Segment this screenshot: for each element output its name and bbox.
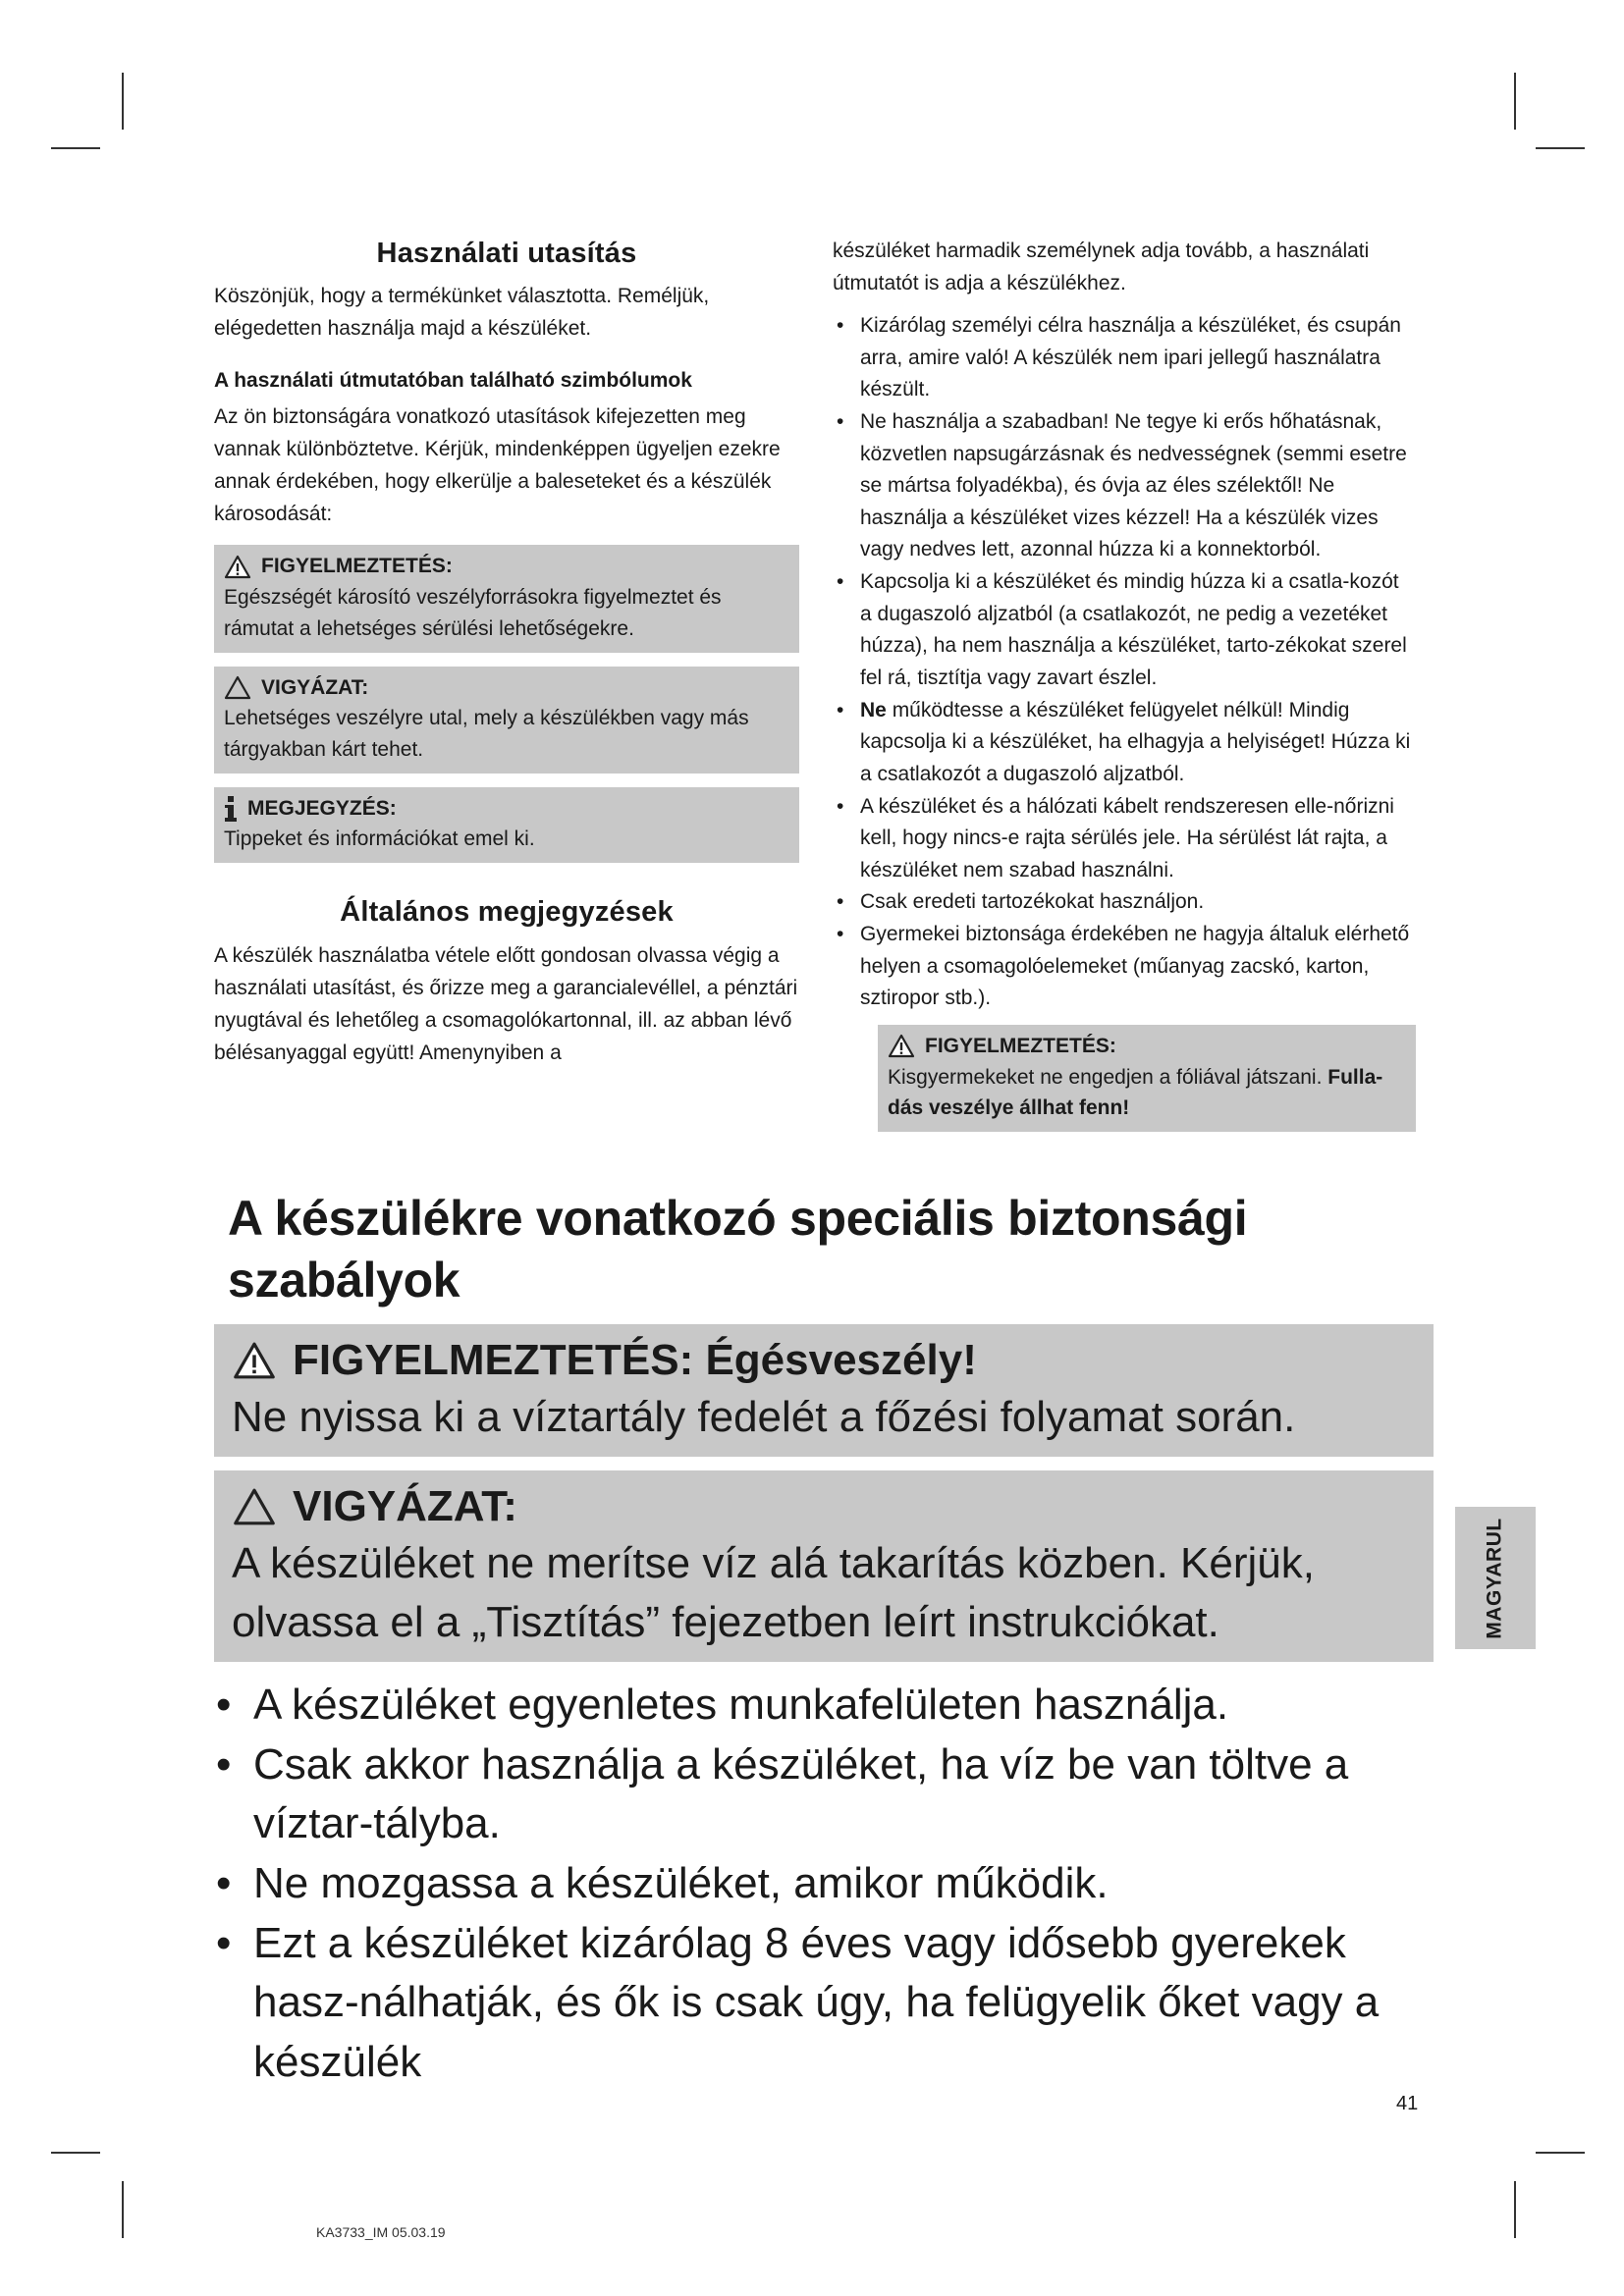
list-item: • A készüléket egyenletes munkafelületen használja. <box>214 1676 1434 1735</box>
caution-label: VIGYÁZAT: <box>261 675 369 699</box>
list-item: • Ezt a készüléket kizárólag 8 éves vagy idősebb gyerekek hasz-nálhatják, és ők is csak úgy, ha felügyelik őket vagy a készülék <box>214 1914 1434 2093</box>
list-item: • Csak akkor használja a készüléket, ha víz be van töltve a víztar-tályba. <box>214 1735 1434 1854</box>
foil-warning-text: Kisgyermekeket ne engedjen a fóliával játszani. <box>888 1065 1328 1089</box>
page-number: 41 <box>1396 2093 1419 2114</box>
crop-mark <box>122 2181 124 2238</box>
caution-triangle-icon <box>224 675 251 700</box>
burn-warning-text: Ne nyissa ki a víztartály fedelét a főzési folyamat során. <box>232 1393 1296 1442</box>
right-column <box>833 236 1416 1146</box>
language-tab-label: MAGYARUL <box>1484 1517 1506 1639</box>
crop-mark <box>1536 147 1585 149</box>
list-item: • Csak eredeti tartozékokat használjon. <box>833 886 1416 919</box>
big-caution-label: VIGYÁZAT: <box>293 1482 517 1531</box>
warning-text: Egészségét károsító veszélyforrásokra figyelmeztet és rámutat a lehetséges sérülési lehetőségekre. <box>224 585 722 640</box>
big-caution-notice <box>214 1470 1434 1662</box>
list-item: • A készüléket és a hálózati kábelt rendszeresen elle-nőrizni kell, hogy nincs-e rajta sérülés jele. Ha sérülést lát rajta, a készüléket nem szabad használni. <box>833 791 1416 887</box>
safety-list <box>833 310 1416 1015</box>
crop-mark <box>1514 73 1516 130</box>
instructions-title: Használati utasítás <box>376 238 637 269</box>
special-safety-title: A készülékre vonatkozó speciális biztonsági szabályok <box>228 1191 1248 1308</box>
info-icon <box>224 796 238 822</box>
warning-triangle-icon <box>888 1034 915 1058</box>
list-item-bold: Ne <box>860 698 887 721</box>
foil-warning-notice <box>878 1025 1416 1132</box>
note-notice <box>214 787 799 863</box>
left-column <box>214 236 799 1092</box>
note-text: Tippeket és információkat emel ki. <box>224 828 535 851</box>
list-item: • Kapcsolja ki a készüléket és mindig húzza ki a csatla-kozót a dugaszoló aljzatból (a csatlakozót, ne pedig a vezetéket húzza), ha nem használja a készüléket, tarto-zékokat szerel fel rá, tisztítja vagy zavart észlel. <box>833 566 1416 695</box>
general-text: A készülék használatba vétele előtt gondosan olvassa végig a használati utasítást, és őrizze meg a garancialevéllel, a pénztári nyugtával és lehetőleg a csomagolókartonnal, ill. az abban lévő bélésanyaggal együtt! Amenynyiben a <box>214 943 798 1064</box>
crop-mark <box>122 73 124 130</box>
burn-warning-label: FIGYELMEZTETÉS: Égésveszély! <box>293 1336 977 1384</box>
warning-label: FIGYELMEZTETÉS: <box>261 555 453 578</box>
special-safety-list <box>214 1676 1434 2093</box>
warning-triangle-icon <box>232 1341 277 1380</box>
special-safety-section <box>214 1188 1434 2093</box>
foil-warning-label: FIGYELMEZTETÉS: <box>925 1035 1116 1058</box>
caution-notice <box>214 667 799 774</box>
symbols-text: Az ön biztonságára vonatkozó utasítások kifejezetten meg vannak különböztetve. Kérjük, mindenképpen ügyeljen ezekre annak érdekében, hogy elkerülje a baleseteket és a készülék károsodását: <box>214 405 781 526</box>
caution-triangle-icon <box>232 1487 277 1526</box>
list-item: • Gyermekei biztonsága érdekében ne hagyja általuk elérhető helyen a csomagolóelemeket (műanyag zacskó, karton, sztiropor stb.). <box>833 919 1416 1015</box>
warning-triangle-icon <box>224 555 251 579</box>
crop-mark <box>51 147 100 149</box>
note-label: MEGJEGYZÉS: <box>247 796 397 820</box>
list-item-rest: működtesse a készüléket felügyelet nélkül! Mindig kapcsolja ki a készüléket, ha elhagyja a helyiséget! Húzza ki a csatlakozót a dugaszoló aljzatból. <box>860 698 1411 785</box>
list-item: • Ne mozgassa a készüléket, amikor működik. <box>214 1854 1434 1914</box>
burn-warning-notice <box>214 1324 1434 1457</box>
list-item <box>833 695 1416 791</box>
language-tab <box>1455 1507 1536 1649</box>
list-item: • Ne használja a szabadban! Ne tegye ki erős hőhatásnak, közvetlen napsugárzásnak és nedvességnek (semmi esetre se mártsa folyadékba), és óvja az éles szélektől! Ne használja a készüléket vizes kézzel! Ha a készülék vizes vagy nedves lett, azonnal húzza ki a konnektorból. <box>833 406 1416 566</box>
crop-mark <box>1514 2181 1516 2238</box>
warning-notice <box>214 545 799 652</box>
footer-code: KA3733_IM 05.03.19 <box>316 2224 446 2240</box>
intro-text: Köszönjük, hogy a termékünket választotta. Reméljük, elégedetten használja majd a készüléket. <box>214 285 710 341</box>
continued-text: készüléket harmadik személynek adja tovább, a használati útmutatót is adja a készülékhez. <box>833 240 1370 294</box>
symbols-heading: A használati útmutatóban található szimbólumok <box>214 369 692 393</box>
crop-mark <box>1536 2152 1585 2154</box>
foil-warning-bold: Fulla-dás veszélye állhat fenn! <box>888 1065 1383 1120</box>
caution-text: Lehetséges veszélyre utal, mely a készülékben vagy más tárgyakban kárt tehet. <box>224 707 749 762</box>
list-item: • Kizárólag személyi célra használja a készüléket, és csupán arra, amire való! A készülék nem ipari jellegű használatra készült. <box>833 310 1416 406</box>
big-caution-text: A készüléket ne merítse víz alá takarítás közben. Kérjük, olvassa el a „Tisztítás” fejezetben leírt instrukciókat. <box>232 1539 1315 1647</box>
general-title: Általános megjegyzések <box>340 896 674 929</box>
crop-mark <box>51 2152 100 2154</box>
